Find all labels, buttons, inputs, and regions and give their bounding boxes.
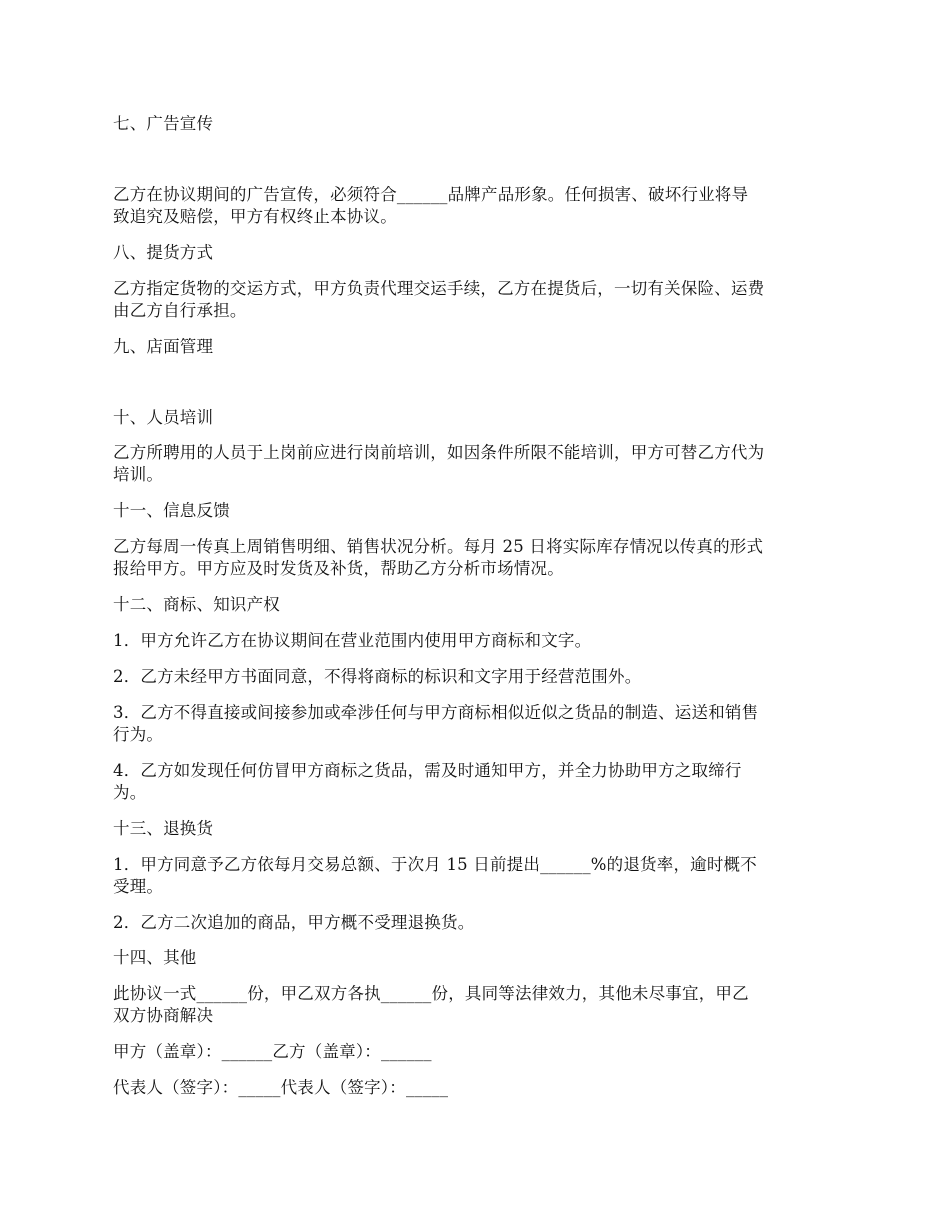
list-item: 4．乙方如发现任何仿冒甲方商标之货品，需及时通知甲方，并全力协助甲方之取缔行 — [113, 761, 742, 780]
paragraph-line: 乙方每周一传真上周销售明细、销售状况分析。每月 25 日将实际库存情况以传真的形式 — [113, 537, 764, 556]
list-item-continuation: 为。 — [113, 783, 147, 802]
section-heading-other: 十四、其他 — [113, 948, 197, 967]
paragraph-line: 由乙方自行承担。 — [113, 301, 247, 320]
seal-line: 甲方（盖章）：______乙方（盖章）：______ — [113, 1042, 432, 1061]
section-heading-training: 十、人员培训 — [113, 408, 214, 427]
list-item: 1．甲方同意予乙方依每月交易总额、于次月 15 日前提出______%的退货率，逾时概不 — [113, 855, 757, 874]
section-heading-trademark: 十二、商标、知识产权 — [113, 595, 280, 614]
list-item: 2．乙方二次追加的商品，甲方概不受理退换货。 — [113, 913, 475, 932]
paragraph-line: 乙方指定货物的交运方式，甲方负责代理交运手续，乙方在提货后，一切有关保险、运费 — [113, 279, 765, 298]
list-item: 1．甲方允许乙方在协议期间在营业范围内使用甲方商标和文字。 — [113, 631, 592, 650]
list-item-continuation: 受理。 — [113, 877, 164, 896]
signature-line: 代表人（签字）：_____代表人（签字）：_____ — [113, 1078, 449, 1097]
paragraph-line: 乙方所聘用的人员于上岗前应进行岗前培训，如因条件所限不能培训，甲方可替乙方代为 — [113, 443, 765, 462]
paragraph-line: 培训。 — [113, 465, 164, 484]
paragraph-line: 报给甲方。甲方应及时发货及补货，帮助乙方分析市场情况。 — [113, 559, 564, 578]
section-heading-store: 九、店面管理 — [113, 337, 214, 356]
paragraph-line: 乙方在协议期间的广告宣传，必须符合______品牌产品形象。任何损害、破坏行业将导 — [113, 185, 749, 204]
paragraph-line: 双方协商解决 — [113, 1006, 214, 1025]
paragraph-line: 此协议一式______份，甲乙双方各执______份，具同等法律效力，其他未尽事宜，甲乙 — [113, 984, 749, 1003]
section-heading-feedback: 十一、信息反馈 — [113, 501, 230, 520]
section-heading-returns: 十三、退换货 — [113, 819, 214, 838]
list-item: 2．乙方未经甲方书面同意，不得将商标的标识和文字用于经营范围外。 — [113, 667, 642, 686]
paragraph-line: 致追究及赔偿，甲方有权终止本协议。 — [113, 207, 397, 226]
section-heading-pickup: 八、提货方式 — [113, 243, 214, 262]
list-item: 3．乙方不得直接或间接参加或牵涉任何与甲方商标相似近似之货品的制造、运送和销售 — [113, 703, 759, 722]
list-item-continuation: 行为。 — [113, 725, 164, 744]
section-heading-advertising: 七、广告宣传 — [113, 114, 214, 133]
